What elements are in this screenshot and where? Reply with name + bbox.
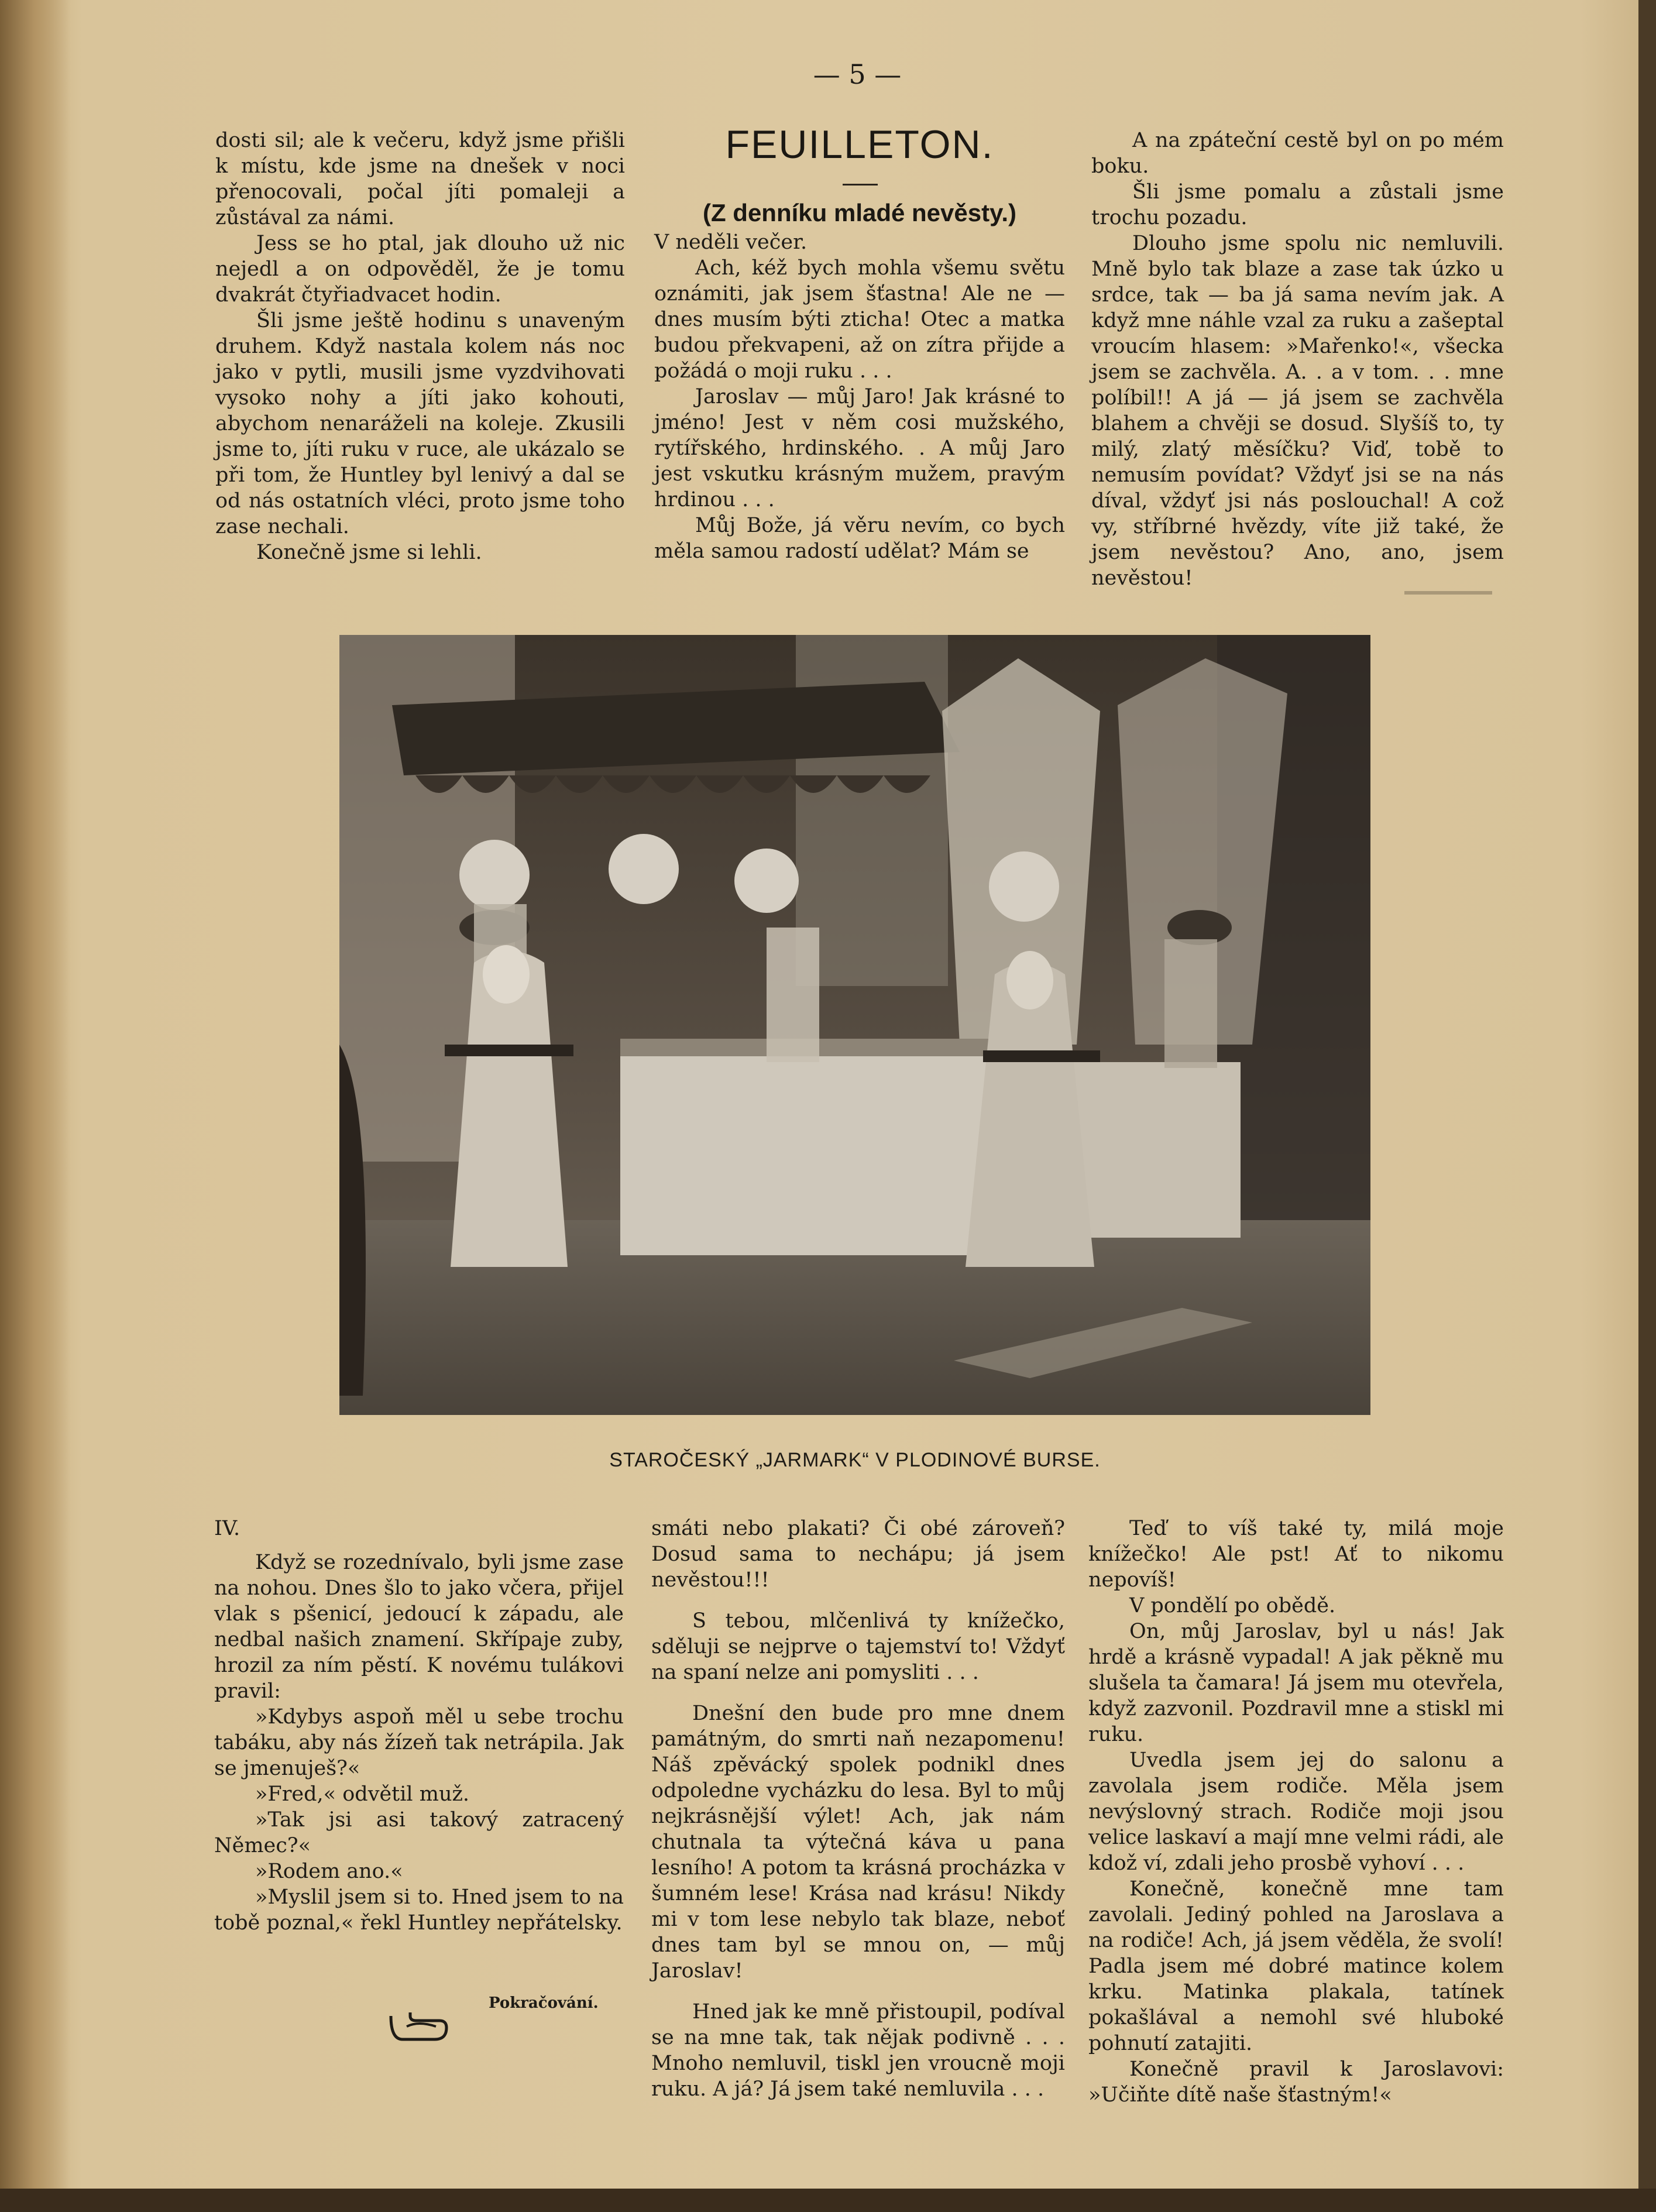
feuilleton-title: FEUILLETON. <box>725 122 994 167</box>
chapter-number: IV. <box>214 1517 241 1540</box>
column-1 <box>215 128 625 565</box>
paragraph: Dnešní den bude pro mne dnem památným, do smrti naň nezapomenu! Náš zpěvácký spolek podnikl dnes odpoledne vycházku do lesa. Byl to můj nejkrásnější výlet! Ach, jak nám chutnala ta výtečná káva u pana lesního! A potom ta krásná procházka v šumném lese! Krása nad krásu! Nikdy mi v tom lese nebylo tak blaze, neboť dnes tam byl se mnou on, — můj Jaroslav! <box>651 1702 1065 1983</box>
column-2 <box>654 229 1065 564</box>
photo-caption: STAROČESKÝ „JARMARK“ V PLODINOVÉ BURSE. <box>609 1449 1101 1471</box>
paragraph: Šli jsme ještě hodinu s unaveným druhem. Když nastala kolem nás noc jako v pytli, musili jsme vyzdvihovati vysoko nohy a jíti jako kohouti, abychom nenaráželi na koleje. Zkusili jsme to, jíti ruku v ruce, ale ukázalo se při tom, že Huntley byl lenivý a dal se od nás ostatních vléci, proto jsme toho zase nechali. <box>215 309 625 538</box>
paragraph: Konečně pravil k Jaroslavovi: »Učiňte dítě naše šťastným!« <box>1088 2058 1504 2107</box>
column-6 <box>1088 1516 1504 2108</box>
paragraph: smáti nebo plakati? Či obé zároveň? Dosud sama to nechápu; já jsem nevěstou!!! <box>651 1517 1065 1592</box>
diary-date: V neděli večer. <box>654 231 808 254</box>
paragraph: Jaroslav — můj Jaro! Jak krásné to jméno! Jest v něm cosi mužského, rytířského, hrdinského. . A můj Jaro jest vskutku krásným mužem, pravým hrdinou . . . <box>654 385 1065 511</box>
column-5 <box>651 1516 1065 2102</box>
paragraph: Konečně jsme si lehli. <box>256 541 482 564</box>
paragraph: Uvedla jsem jej do salonu a zavolala jsem rodiče. Měla jsem nevýslovný strach. Rodiče moji jsou velice laskaví a mají mne velmi rádi, ale kdož ví, zdali jeho prosbě vyhoví . . . <box>1088 1749 1504 1875</box>
diary-date: V pondělí po obědě. <box>1129 1594 1336 1617</box>
paragraph: »Rodem ano.« <box>255 1860 403 1883</box>
column-3 <box>1091 128 1504 591</box>
column-4 <box>214 1516 624 1936</box>
paragraph: Jess se ho ptal, jak dlouho už nic nejedl a on odpověděl, že je tomu dvakrát čtyřiadvacet hodin. <box>215 232 625 307</box>
paragraph: On, můj Jaroslav, byl u nás! Jak hrdě a krásně vypadal! A jak pěkně mu slušela ta čamara! Já jsem mu otevřela, když zazvonil. Pozdravil mne a stiskl mi ruku. <box>1088 1620 1504 1746</box>
paragraph: Konečně, konečně mne tam zavolali. Jediný pohled na Jaroslava a na rodiče! Ach, já jsem věděla, že svolí! Padla jsem mé dobré matince kolem krku. Matinka plakala, tatínek pokašlával a nemohl své hluboké pohnutí zatajiti. <box>1088 1877 1504 2055</box>
paragraph: »Kdybys aspoň měl u sebe trochu tabáku, aby nás žízeň tak netrápila. Jak se jmenuješ?« <box>214 1705 624 1780</box>
paragraph: Hned jak ke mně přistoupil, podíval se na mne tak, tak nějak podivně . . . Mnoho nemluvil, tiskl jen vroucně moji ruku. A já? Já jsem také nemluvila . . . <box>651 2000 1065 2101</box>
print-smudge <box>1404 591 1492 595</box>
paragraph: Můj Bože, já věru nevím, co bych měla samou radostí udělat? Mám se <box>654 514 1065 563</box>
paragraph: dosti sil; ale k večeru, když jsme přišli k místu, kde jsme na dnešek v noci přenocovali, počal jíti pomaleji a zůstával za námi. <box>215 129 625 229</box>
to-be-continued: Pokračování. <box>489 1994 599 2012</box>
page-bottom-edge <box>0 2189 1656 2212</box>
page-edge <box>1638 0 1656 2212</box>
paragraph: »Fred,« odvětil muž. <box>255 1782 470 1806</box>
paragraph: Když se rozednívalo, byli jsme zase na nohou. Dnes šlo to jako včera, přijel vlak s pšenicí, jedoucí k západu, ale nedbal našich znamení. Skřípaje zuby, hrozil za ním pěstí. K novému tulákovi pravil: <box>214 1551 624 1703</box>
paragraph: S tebou, mlčenlivá ty knížečko, sděluji se nejprve o tajemství to! Vždyť na spaní nelze ani pomysliti . . . <box>651 1609 1065 1684</box>
title-divider <box>843 184 878 186</box>
paragraph: A na zpáteční cestě byl on po mém boku. <box>1091 129 1504 178</box>
paragraph: Ach, kéž bych mohla všemu světu oznámiti, jak jsem šťastna! Ale ne — dnes musím býti zticha! Otec a matka budou překvapeni, až on zítra přijde a požádá o moji ruku . . . <box>654 256 1065 383</box>
paragraph: Teď to víš také ty, milá moje knížečko! Ale pst! Ať to nikomu nepovíš! <box>1088 1517 1504 1592</box>
paragraph: Dlouho jsme spolu nic nemluvili. Mně bylo tak blaze a zase tak úzko u srdce, tak — ba já sama nevím jak. A když mne náhle vzal za ruku a zašeptal vroucím hlasem: »Mařenko!«, všecka jsem se zachvěla. A. . a v tom. . . mne políbil!! A já — já jsem se zachvěla blahem a chvěji se dosud. Slyšíš to, ty milý, zlatý měsíčku? Viď, tobě to nemusím povídat? Vždyť jsi se na nás díval, vždyť jsi nás poslouchal! A což vy, stříbrné hvězdy, víte již také, že jsem nevěstou? Ano, ano, jsem nevěstou! <box>1091 232 1504 590</box>
paragraph: »Tak jsi asi takový zatracený Němec?« <box>214 1808 624 1857</box>
binding-spine <box>0 0 70 2212</box>
page-number: — 5 — <box>813 59 902 90</box>
paragraph: »Myslil jsem si to. Hned jsem to na tobě poznal,« řekl Huntley nepřátelsky. <box>214 1885 624 1935</box>
paragraph: Šli jsme pomalu a zůstali jsme trochu pozadu. <box>1091 180 1504 229</box>
feuilleton-subtitle: (Z denníku mladé nevěsty.) <box>702 199 1016 226</box>
ornament-icon <box>386 2010 451 2045</box>
fair-photograph <box>339 635 1370 1415</box>
